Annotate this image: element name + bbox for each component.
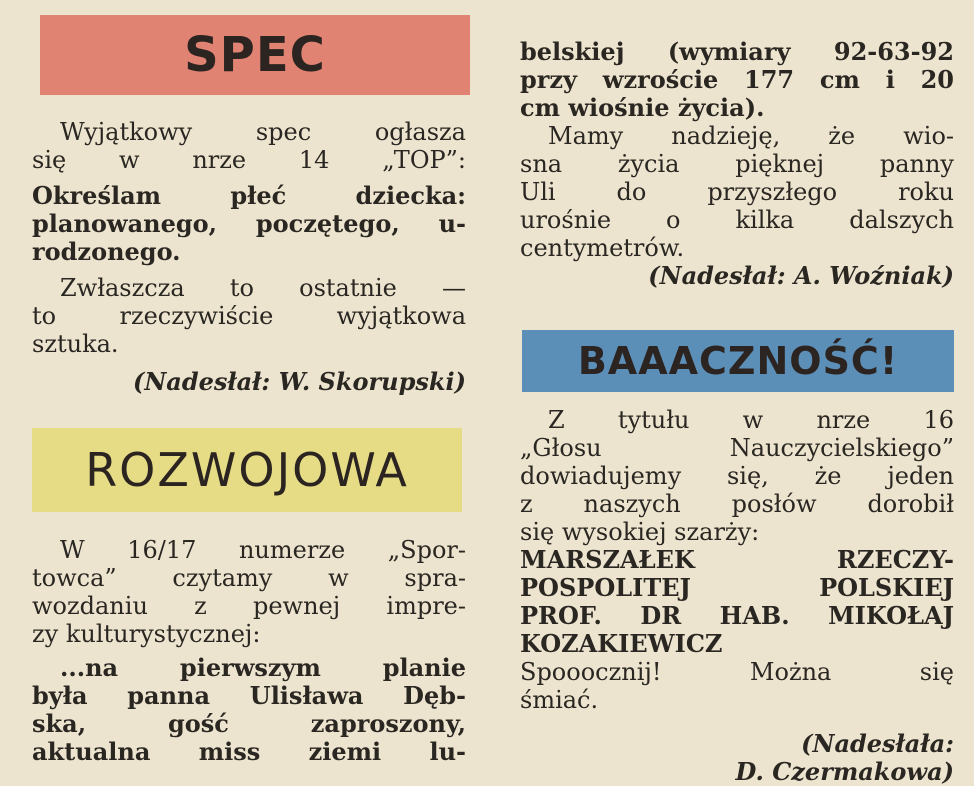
rozwojowa-comment-line: urośnie o kilka dalszych <box>520 206 954 234</box>
rozwojowa-heading: ROZWOJOWA <box>85 443 409 497</box>
rozwojowa-comment-line: Mamy nadzieję, że wio- <box>548 122 954 150</box>
baaacznosc-quote-line: POSPOLITEJ POLSKIEJ <box>520 573 954 602</box>
rozwojowa-comment-line: sna życia pięknej panny <box>520 150 954 178</box>
baaacznosc-credit-line: (Nadesłała: <box>801 729 954 758</box>
rozwojowa-quote-line: ...na pierwszym planie <box>60 653 466 682</box>
spec-comment-line: to rzeczywiście wyjątkowa <box>32 302 466 330</box>
rozwojowa-quote-cont-line: przy wzroście 177 cm i 20 <box>520 65 954 94</box>
baaacznosc-intro-line: „Głosu Nauczycielskiego” <box>520 434 954 462</box>
rozwojowa-comment-line: Uli do przyszłego roku <box>520 178 954 206</box>
baaacznosc-quote-line: PROF. DR HAB. MIKOŁAJ <box>520 601 954 630</box>
baaacznosc-intro-line: się wysokiej szarży: <box>520 518 760 546</box>
rozwojowa-heading-band <box>32 428 462 512</box>
baaacznosc-credit-line: D. Czermakowa) <box>735 757 954 786</box>
rozwojowa-intro-line: zy kulturystycznej: <box>32 620 261 648</box>
baaacznosc-comment-line: Spooocznij! Można się <box>520 658 954 686</box>
spec-comment-line: Zwłaszcza to ostatnie — <box>60 274 466 302</box>
baaacznosc-heading: BAAACZNOŚĆ! <box>577 339 899 383</box>
baaacznosc-heading-band <box>522 330 954 392</box>
rozwojowa-intro-line: wozdaniu z pewnej impre- <box>32 592 466 620</box>
rozwojowa-credit: (Nadesłał: A. Woźniak) <box>648 261 954 290</box>
baaacznosc-intro-line: Z tytułu w nrze 16 <box>548 406 954 434</box>
spec-intro-line: Wyjątkowy spec ogłasza <box>60 118 466 146</box>
rozwojowa-intro-line: W 16/17 numerze „Spor- <box>60 536 466 564</box>
baaacznosc-quote-line: KOZAKIEWICZ <box>520 629 723 658</box>
spec-quote-line: Określam płeć dziecka: <box>32 181 466 210</box>
baaacznosc-comment-line: śmiać. <box>520 686 599 714</box>
rozwojowa-comment-line: centymetrów. <box>520 234 685 262</box>
rozwojowa-quote-line: ska, gość zaproszony, <box>32 709 466 738</box>
rozwojowa-intro-line: towca” czytamy w spra- <box>32 564 466 592</box>
spec-article <box>32 118 466 396</box>
baaacznosc-intro-line: z naszych posłów dorobił <box>520 490 954 518</box>
baaacznosc-quote-line: MARSZAŁEK RZECZY- <box>520 545 954 574</box>
rozwojowa-quote-line: była panna Ulisława Dęb- <box>32 681 466 710</box>
spec-intro-line: się w nrze 14 „TOP”: <box>32 146 466 174</box>
spec-heading-band <box>40 15 470 95</box>
rozwojowa-quote-cont-line: belskiej (wymiary 92-63-92 <box>520 37 954 66</box>
spec-comment-line: sztuka. <box>32 330 119 358</box>
rozwojowa-quote-cont-line: cm wiośnie życia). <box>520 93 765 122</box>
baaacznosc-article <box>520 406 954 786</box>
spec-heading: SPEC <box>184 27 326 83</box>
spec-quote-line: planowanego, poczętego, u- <box>32 209 466 238</box>
baaacznosc-intro-line: dowiadujemy się, że jeden <box>520 462 954 490</box>
spec-credit: (Nadesłał: W. Skorupski) <box>132 367 466 396</box>
rozwojowa-quote-line: aktualna miss ziemi lu- <box>32 737 466 766</box>
rozwojowa-article <box>32 536 466 766</box>
rozwojowa-continuation <box>520 38 954 290</box>
spec-quote-line: rodzonego. <box>32 237 181 266</box>
